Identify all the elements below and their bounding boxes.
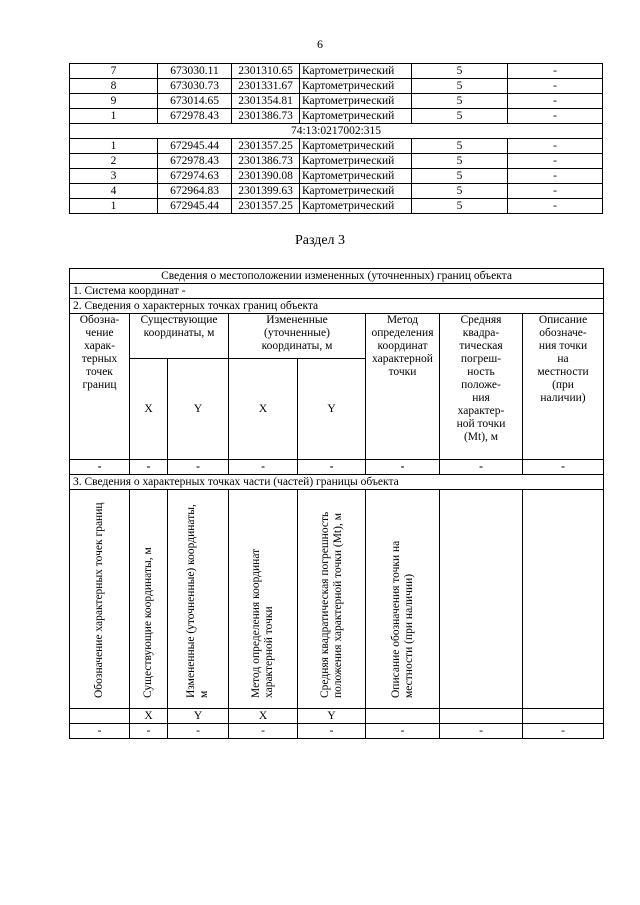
coordinates-table	[69, 63, 603, 214]
table-cell: 673030.11	[158, 64, 232, 79]
table-cell: 5	[412, 169, 508, 184]
section3-table	[69, 268, 604, 739]
table-cell: 2301386.73	[232, 154, 300, 169]
col3-changed-coords: Измененные (уточненные) координаты, м	[168, 490, 229, 709]
col3-empty-1	[440, 490, 523, 709]
table-cell: 2301310.65	[232, 64, 300, 79]
table-cell: -	[508, 154, 603, 169]
table-cell: 1	[70, 139, 158, 154]
value-cell: -	[298, 460, 366, 475]
parcel-number: 74:13:0217002:315	[70, 124, 603, 139]
table-cell: 672974.63	[158, 169, 232, 184]
table-cell: 672978.43	[158, 154, 232, 169]
table-cell: -	[508, 139, 603, 154]
value-cell: -	[523, 460, 604, 475]
col-description: Описание обозначе- ния точки на местности (при наличии)	[523, 314, 604, 460]
table-cell: 5	[412, 94, 508, 109]
table-row	[70, 169, 603, 184]
table-row	[70, 199, 603, 214]
table-cell: Картометрический	[300, 139, 412, 154]
col3-xy-empty	[366, 709, 440, 724]
table-cell: 1	[70, 199, 158, 214]
table-cell: Картометрический	[300, 154, 412, 169]
value-cell: -	[366, 460, 440, 475]
table-cell: 2301357.25	[232, 199, 300, 214]
table-cell: 2301357.25	[232, 139, 300, 154]
col-changed-coords: Измененные (уточненные) координаты, м	[229, 314, 366, 359]
col3-empty-2	[523, 490, 604, 709]
col3-method: Метод определения координат характерной точки	[229, 490, 298, 709]
col-existing-y: Y	[168, 359, 229, 460]
page-number: 6	[317, 37, 323, 51]
table-cell: 672945.44	[158, 139, 232, 154]
col3-changed-x: X	[229, 709, 298, 724]
value-cell: -	[440, 460, 523, 475]
table-cell: 2	[70, 154, 158, 169]
col-point-name: Обозна- чение харак- терных точек границ	[70, 314, 130, 460]
table-cell: 673030.73	[158, 79, 232, 94]
table-cell: Картометрический	[300, 79, 412, 94]
value-cell: -	[229, 724, 298, 739]
col3-error: Средняя квадратическая погрешность положения характерной точки (Mt), м	[298, 490, 366, 709]
table-cell: Картометрический	[300, 94, 412, 109]
col3-description: Описание обозначения точки на местности (при наличии)	[366, 490, 440, 709]
table-cell: 673014.65	[158, 94, 232, 109]
table-row	[70, 184, 603, 199]
table-cell: -	[508, 199, 603, 214]
table-row	[70, 94, 603, 109]
col-existing-x: X	[130, 359, 168, 460]
value-cell: -	[168, 724, 229, 739]
table-cell: 5	[412, 154, 508, 169]
table-cell: 7	[70, 64, 158, 79]
col-existing-coords: Существующие координаты, м	[130, 314, 229, 359]
table-row	[70, 724, 604, 739]
value-cell: -	[168, 460, 229, 475]
table-cell: 5	[412, 109, 508, 124]
value-cell: -	[229, 460, 298, 475]
coordinate-system: 1. Система координат -	[70, 284, 604, 299]
table-cell: 672945.44	[158, 199, 232, 214]
col3-xy-empty	[70, 709, 130, 724]
col-method: Метод определения координат характерной точки	[366, 314, 440, 460]
table-cell: 2301390.08	[232, 169, 300, 184]
col3-point-name: Обозначение характерных точек границ	[70, 490, 130, 709]
table-cell: 5	[412, 139, 508, 154]
item3-heading: 3. Сведения о характерных точках части (частей) границы объекта	[70, 475, 604, 490]
table-cell: 2301386.73	[232, 109, 300, 124]
table-cell: -	[508, 94, 603, 109]
value-cell: -	[440, 724, 523, 739]
table-row	[70, 79, 603, 94]
table-cell: 672964.83	[158, 184, 232, 199]
table-cell: 4	[70, 184, 158, 199]
section-title: Раздел 3	[294, 233, 346, 248]
table-row	[70, 109, 603, 124]
value-cell: -	[70, 724, 130, 739]
table-cell: Картометрический	[300, 184, 412, 199]
value-cell: -	[523, 724, 604, 739]
value-cell: -	[366, 724, 440, 739]
table-cell: -	[508, 79, 603, 94]
table-cell: -	[508, 64, 603, 79]
table-cell: -	[508, 109, 603, 124]
table-cell: 2301354.81	[232, 94, 300, 109]
col-changed-y: Y	[298, 359, 366, 460]
table-cell: 5	[412, 199, 508, 214]
table-row	[70, 64, 603, 79]
table-row	[70, 139, 603, 154]
value-cell: -	[130, 460, 168, 475]
table-cell: Картометрический	[300, 64, 412, 79]
col3-existing-x: X	[130, 709, 168, 724]
value-cell: -	[70, 460, 130, 475]
table-cell: 5	[412, 184, 508, 199]
table-cell: 672978.43	[158, 109, 232, 124]
col-changed-x: X	[229, 359, 298, 460]
item2-heading: 2. Сведения о характерных точках границ объекта	[70, 299, 604, 314]
table-cell: 3	[70, 169, 158, 184]
table-cell: -	[508, 169, 603, 184]
table-cell: 1	[70, 109, 158, 124]
table-cell: -	[508, 184, 603, 199]
table-row	[70, 154, 603, 169]
col3-existing-y: Y	[168, 709, 229, 724]
section3-header: Сведения о местоположении измененных (уточненных) границ объекта	[70, 269, 604, 284]
table-cell: 8	[70, 79, 158, 94]
table-cell: 5	[412, 64, 508, 79]
value-cell: -	[298, 724, 366, 739]
table-cell: 2301331.67	[232, 79, 300, 94]
table-cell: 9	[70, 94, 158, 109]
table-cell: Картометрический	[300, 169, 412, 184]
table-row	[70, 460, 604, 475]
value-cell: -	[130, 724, 168, 739]
table-cell: Картометрический	[300, 199, 412, 214]
col3-xy-empty	[523, 709, 604, 724]
table-cell: 2301399.63	[232, 184, 300, 199]
col3-existing-coords: Существующие координаты, м	[130, 490, 168, 709]
table-cell: 5	[412, 79, 508, 94]
col-error: Средняя квадра- тическая погреш- ность положе- ния характер- ной точки (Mt), м	[440, 314, 523, 460]
table-cell: Картометрический	[300, 109, 412, 124]
col3-xy-empty	[440, 709, 523, 724]
col3-changed-y: Y	[298, 709, 366, 724]
